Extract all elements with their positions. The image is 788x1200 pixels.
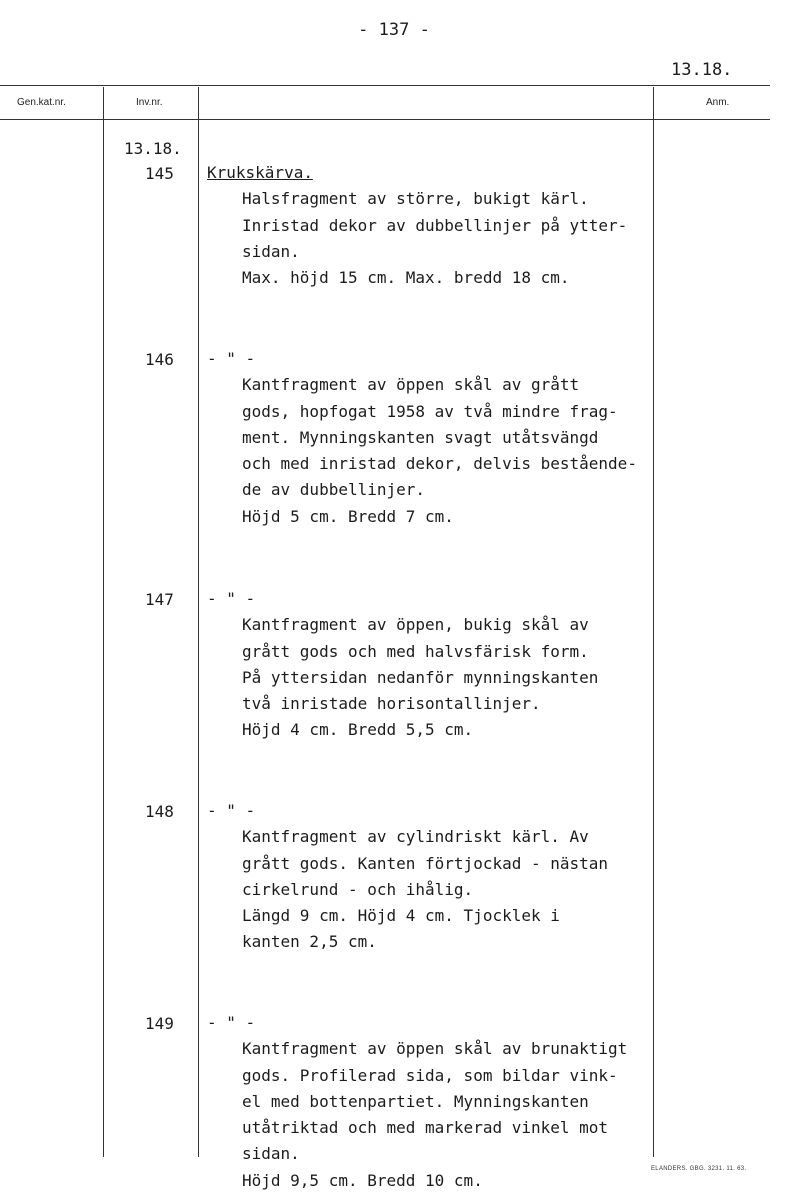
entry-line: utåtriktad och med markerad vinkel mot: [242, 1118, 609, 1138]
entry-line: Höjd 9,5 cm. Bredd 10 cm.: [242, 1170, 483, 1190]
inventory-number: 146: [145, 350, 174, 369]
catalog-entry: [207, 160, 627, 291]
printer-imprint: ELANDERS. GBG. 3231. 11. 63.: [651, 1166, 747, 1172]
inv-column-divider: [198, 87, 199, 1157]
entry-line: de av dubbellinjer.: [242, 480, 426, 500]
entry-line: sidan.: [242, 241, 300, 261]
entry-line: och med inristad dekor, delvis bestående-: [242, 454, 637, 474]
entry-line: gods. Profilerad sida, som bildar vink-: [242, 1065, 618, 1085]
entry-line: Längd 9 cm. Höjd 4 cm. Tjocklek i: [242, 906, 560, 926]
entry-line: Inristad dekor av dubbellinjer på ytter-: [242, 215, 628, 235]
entry-heading: - " -: [207, 589, 256, 608]
entry-line: gods, hopfogat 1958 av två mindre frag-: [242, 401, 618, 421]
entry-line: På yttersidan nedanför mynningskanten: [242, 667, 599, 687]
entry-line: Höjd 5 cm. Bredd 7 cm.: [242, 506, 454, 526]
entry-line: Kantfragment av cylindriskt kärl. Av: [242, 827, 589, 847]
entry-line: Kantfragment av öppen skål av grått: [242, 375, 580, 395]
entry-line: Max. höjd 15 cm. Max. bredd 18 cm.: [242, 268, 570, 288]
catalog-entry: [207, 1010, 627, 1194]
entry-line: cirkelrund - och ihålig.: [242, 879, 474, 899]
inventory-number: 148: [145, 802, 174, 821]
page-number: - 137 -: [358, 20, 430, 40]
header-bottom-rule: [0, 119, 770, 120]
inventory-number: 147: [145, 590, 174, 609]
column-header-anm: Anm.: [706, 97, 730, 108]
entry-line: sidan.: [242, 1144, 300, 1164]
entry-line: två inristade horisontallinjer.: [242, 694, 541, 714]
entry-line: grått gods. Kanten förtjockad - nästan: [242, 853, 609, 873]
entry-heading: - " -: [207, 1013, 256, 1032]
catalog-entry: [207, 586, 598, 744]
entry-line: Halsfragment av större, bukigt kärl.: [242, 189, 589, 209]
column-header-inv-nr: Inv.nr.: [136, 97, 163, 108]
entry-heading: - " -: [207, 349, 256, 368]
entry-heading: Krukskärva.: [207, 163, 313, 182]
entry-line: Höjd 4 cm. Bredd 5,5 cm.: [242, 720, 474, 740]
entry-heading: - " -: [207, 801, 256, 820]
inventory-number: 149: [145, 1014, 174, 1033]
entry-line: Kantfragment av öppen, bukig skål av: [242, 615, 589, 635]
header-top-rule: [0, 85, 770, 86]
inventory-number: 145: [145, 164, 174, 183]
catalog-entry: [207, 798, 608, 956]
section-reference: 13.18.: [671, 60, 733, 80]
entry-line: Kantfragment av öppen skål av brunaktigt: [242, 1039, 628, 1059]
inventory-section-number: 13.18.: [124, 139, 182, 158]
entry-line: grått gods och med halvsfärisk form.: [242, 641, 589, 661]
gen-kat-column-divider: [103, 87, 104, 1157]
entry-line: ment. Mynningskanten svagt utåtsvängd: [242, 427, 599, 447]
catalog-entry: [207, 346, 637, 530]
entry-line: el med bottenpartiet. Mynningskanten: [242, 1091, 589, 1111]
entry-line: kanten 2,5 cm.: [242, 932, 377, 952]
anm-column-divider: [653, 87, 654, 1157]
column-header-gen-kat-nr: Gen.kat.nr.: [17, 97, 66, 108]
